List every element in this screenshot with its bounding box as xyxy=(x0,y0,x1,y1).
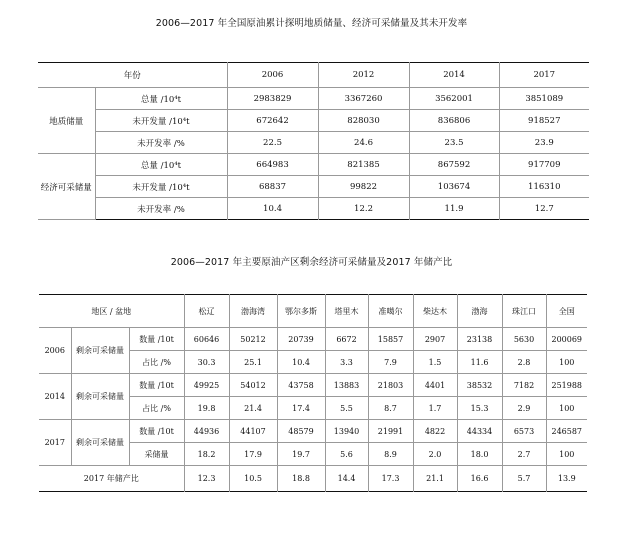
cell-value: 2.0 xyxy=(413,443,457,466)
cell-value: 17.4 xyxy=(277,397,325,420)
cell-value: 14.4 xyxy=(325,466,368,492)
group-label: 地质储量 xyxy=(38,88,95,154)
row-label: 未开发率 /% xyxy=(95,198,227,220)
year-2006: 2006 xyxy=(227,63,318,88)
cell-value: 54012 xyxy=(229,374,277,397)
region-header-cell: 柴达木 xyxy=(413,295,457,328)
cell-value: 48579 xyxy=(277,420,325,443)
table2-title: 2006—2017 年主要原油产区剩余经济可采储量及2017 年储产比 xyxy=(170,257,453,268)
group-label: 经济可采储量 xyxy=(38,154,95,220)
cell-value: 821385 xyxy=(318,154,409,176)
cell-value: 21.4 xyxy=(229,397,277,420)
cell-value: 2983829 xyxy=(227,88,318,110)
cell-value: 30.3 xyxy=(184,351,229,374)
cell-value: 15.3 xyxy=(457,397,502,420)
cell-value: 18.8 xyxy=(277,466,325,492)
cell-value: 21991 xyxy=(368,420,413,443)
cell-value: 1.5 xyxy=(413,351,457,374)
row-label: 数量 /10t xyxy=(129,374,184,397)
cell-value: 11.6 xyxy=(457,351,502,374)
region-header-cell: 准噶尔 xyxy=(368,295,413,328)
cell-value: 5.6 xyxy=(325,443,368,466)
cell-value: 8.7 xyxy=(368,397,413,420)
cell-value: 25.1 xyxy=(229,351,277,374)
cell-value: 917709 xyxy=(499,154,589,176)
row-label: 占比 /% xyxy=(129,397,184,420)
row-label: 总量 /10⁴t xyxy=(95,88,227,110)
table-row xyxy=(38,176,589,198)
cell-value: 2907 xyxy=(413,328,457,351)
cell-value: 18.2 xyxy=(184,443,229,466)
region-header-cell: 松辽 xyxy=(184,295,229,328)
cell-value: 60646 xyxy=(184,328,229,351)
cell-value: 8.9 xyxy=(368,443,413,466)
cell-value: 672642 xyxy=(227,110,318,132)
year-label: 2006 xyxy=(39,328,71,374)
cell-value: 246587 xyxy=(546,420,587,443)
cell-value: 5.5 xyxy=(325,397,368,420)
cell-value: 664983 xyxy=(227,154,318,176)
row-label: 未开发量 /10⁴t xyxy=(95,110,227,132)
cell-value: 103674 xyxy=(409,176,499,198)
cell-value: 828030 xyxy=(318,110,409,132)
row-label: 未开发量 /10⁴t xyxy=(95,176,227,198)
cell-value: 7182 xyxy=(502,374,546,397)
table-row xyxy=(38,110,589,132)
cell-value: 13940 xyxy=(325,420,368,443)
footer-row xyxy=(39,466,587,492)
group-label: 剩余可采储量 xyxy=(71,374,129,420)
cell-value: 68837 xyxy=(227,176,318,198)
cell-value: 22.5 xyxy=(227,132,318,154)
cell-value: 6573 xyxy=(502,420,546,443)
cell-value: 1.7 xyxy=(413,397,457,420)
cell-value: 23.5 xyxy=(409,132,499,154)
cell-value: 10.4 xyxy=(277,351,325,374)
cell-value: 4822 xyxy=(413,420,457,443)
cell-value: 918527 xyxy=(499,110,589,132)
cell-value: 100 xyxy=(546,443,587,466)
cell-value: 2.8 xyxy=(502,351,546,374)
table-row xyxy=(38,154,589,176)
cell-value: 12.2 xyxy=(318,198,409,220)
cell-value: 10.4 xyxy=(227,198,318,220)
cell-value: 13883 xyxy=(325,374,368,397)
cell-value: 200069 xyxy=(546,328,587,351)
region-header-cell: 渤海 xyxy=(457,295,502,328)
row-label: 总量 /10⁴t xyxy=(95,154,227,176)
table-row xyxy=(39,328,587,351)
cell-value: 5630 xyxy=(502,328,546,351)
table-row xyxy=(38,88,589,110)
cell-value: 12.7 xyxy=(499,198,589,220)
cell-value: 50212 xyxy=(229,328,277,351)
cell-value: 43758 xyxy=(277,374,325,397)
cell-value: 21803 xyxy=(368,374,413,397)
cell-value: 19.7 xyxy=(277,443,325,466)
region-header-cell: 塔里木 xyxy=(325,295,368,328)
cell-value: 17.9 xyxy=(229,443,277,466)
region-header-cell: 渤海湾 xyxy=(229,295,277,328)
cell-value: 20739 xyxy=(277,328,325,351)
cell-value: 12.3 xyxy=(184,466,229,492)
row-label: 采储量 xyxy=(129,443,184,466)
cell-value: 3367260 xyxy=(318,88,409,110)
cell-value: 6672 xyxy=(325,328,368,351)
cell-value: 5.7 xyxy=(502,466,546,492)
cell-value: 100 xyxy=(546,351,587,374)
cell-value: 49925 xyxy=(184,374,229,397)
table1-header-row xyxy=(38,63,589,88)
row-label: 数量 /10t xyxy=(129,328,184,351)
region-header: 地区 / 盆地 xyxy=(39,295,184,328)
regional-reserves-table xyxy=(39,294,587,492)
cell-value: 24.6 xyxy=(318,132,409,154)
year-2017: 2017 xyxy=(499,63,589,88)
group-label: 剩余可采储量 xyxy=(71,328,129,374)
cell-value: 116310 xyxy=(499,176,589,198)
reserves-table xyxy=(38,62,589,220)
cell-value: 38532 xyxy=(457,374,502,397)
cell-value: 99822 xyxy=(318,176,409,198)
cell-value: 867592 xyxy=(409,154,499,176)
reserve-production-ratio-label: 2017 年储产比 xyxy=(39,466,184,492)
table-row xyxy=(39,374,587,397)
cell-value: 3.3 xyxy=(325,351,368,374)
cell-value: 2.9 xyxy=(502,397,546,420)
cell-value: 3562001 xyxy=(409,88,499,110)
cell-value: 23138 xyxy=(457,328,502,351)
year-2014: 2014 xyxy=(409,63,499,88)
table-row xyxy=(38,132,589,154)
table2-header-row xyxy=(39,295,587,328)
table-row xyxy=(39,420,587,443)
cell-value: 251988 xyxy=(546,374,587,397)
cell-value: 19.8 xyxy=(184,397,229,420)
cell-value: 16.6 xyxy=(457,466,502,492)
table1-title: 2006—2017 年全国原油累计探明地质储量、经济可采储量及其未开发率 xyxy=(155,18,468,29)
row-label: 占比 /% xyxy=(129,351,184,374)
cell-value: 44936 xyxy=(184,420,229,443)
cell-value: 11.9 xyxy=(409,198,499,220)
row-label: 数量 /10t xyxy=(129,420,184,443)
year-label: 2014 xyxy=(39,374,71,420)
region-header-cell: 鄂尔多斯 xyxy=(277,295,325,328)
cell-value: 15857 xyxy=(368,328,413,351)
year-2012: 2012 xyxy=(318,63,409,88)
group-label: 剩余可采储量 xyxy=(71,420,129,466)
year-header: 年份 xyxy=(38,63,227,88)
cell-value: 10.5 xyxy=(229,466,277,492)
cell-value: 44334 xyxy=(457,420,502,443)
cell-value: 7.9 xyxy=(368,351,413,374)
cell-value: 3851089 xyxy=(499,88,589,110)
cell-value: 23.9 xyxy=(499,132,589,154)
cell-value: 17.3 xyxy=(368,466,413,492)
row-label: 未开发率 /% xyxy=(95,132,227,154)
cell-value: 44107 xyxy=(229,420,277,443)
region-header-cell: 珠江口 xyxy=(502,295,546,328)
cell-value: 21.1 xyxy=(413,466,457,492)
cell-value: 13.9 xyxy=(546,466,587,492)
cell-value: 4401 xyxy=(413,374,457,397)
cell-value: 100 xyxy=(546,397,587,420)
cell-value: 2.7 xyxy=(502,443,546,466)
table-row xyxy=(38,198,589,220)
region-header-cell: 全国 xyxy=(546,295,587,328)
cell-value: 18.0 xyxy=(457,443,502,466)
cell-value: 836806 xyxy=(409,110,499,132)
year-label: 2017 xyxy=(39,420,71,466)
